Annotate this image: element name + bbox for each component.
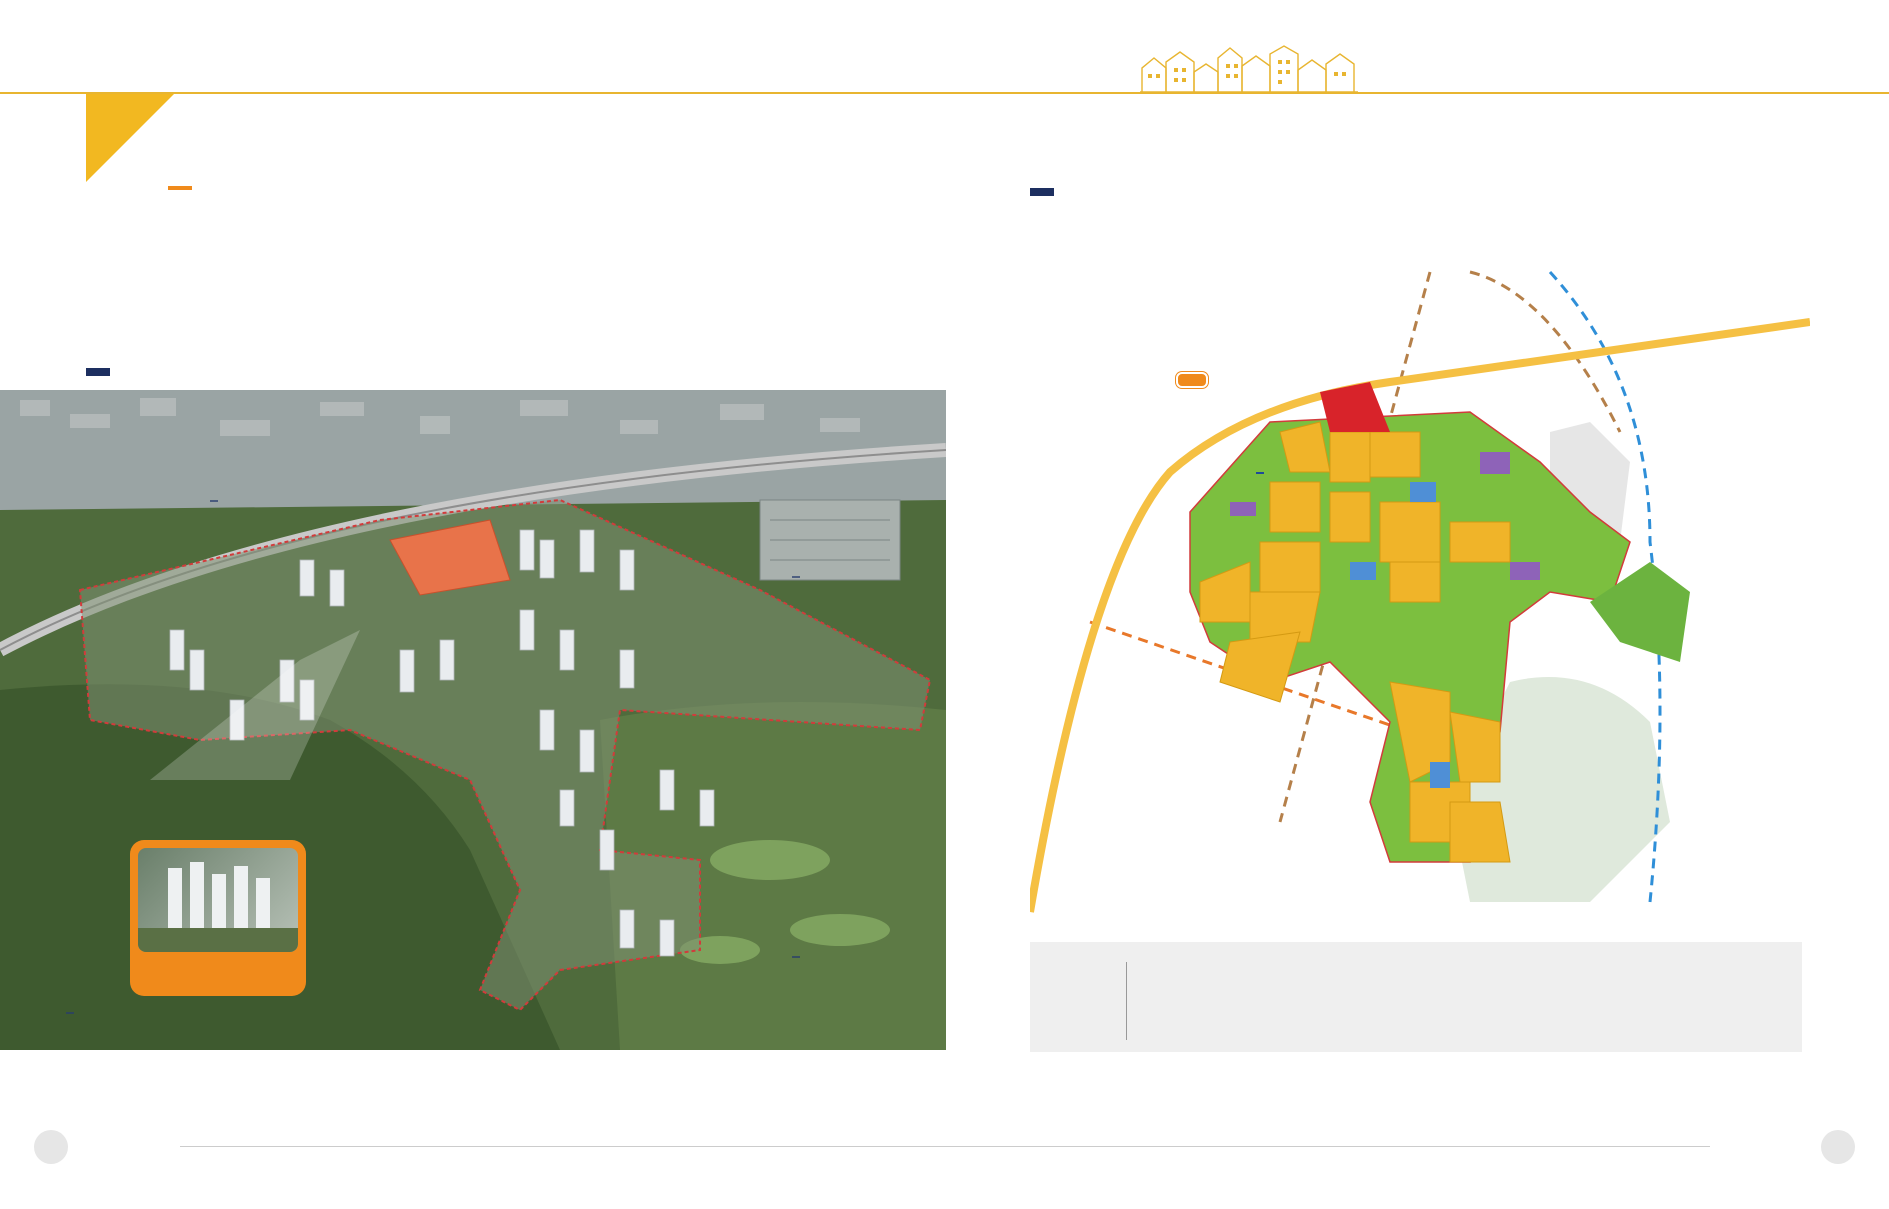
land-label-ic: [1256, 472, 1264, 474]
footer-divider: [180, 1146, 1710, 1147]
legend-separator: [1126, 962, 1127, 1040]
land-use-map-svg: [1030, 262, 1810, 930]
page-number-left: [34, 1130, 68, 1164]
legend-panel: [1030, 942, 1802, 1052]
headline-accent-bar: [168, 186, 192, 190]
aerial-label-golf: [792, 956, 800, 958]
aerial-map-tag: [86, 368, 110, 376]
inset-photo: [130, 840, 306, 996]
inset-towers-icon: [138, 848, 298, 952]
aerial-label-power: [792, 576, 800, 578]
header-divider: [0, 92, 1889, 94]
houses-illustration-icon: [1140, 44, 1360, 94]
inset-photo-image: [138, 848, 298, 952]
land-use-map-tag: [1030, 188, 1054, 196]
aerial-label-wirye: [66, 1012, 74, 1014]
best-site-map-ribbon: [86, 94, 174, 182]
b1-callout: [1176, 372, 1208, 388]
aerial-site-map: [0, 390, 946, 1050]
land-use-plan-map: [1030, 262, 1810, 930]
aerial-label-ic: [210, 500, 218, 502]
page-number-right: [1821, 1130, 1855, 1164]
